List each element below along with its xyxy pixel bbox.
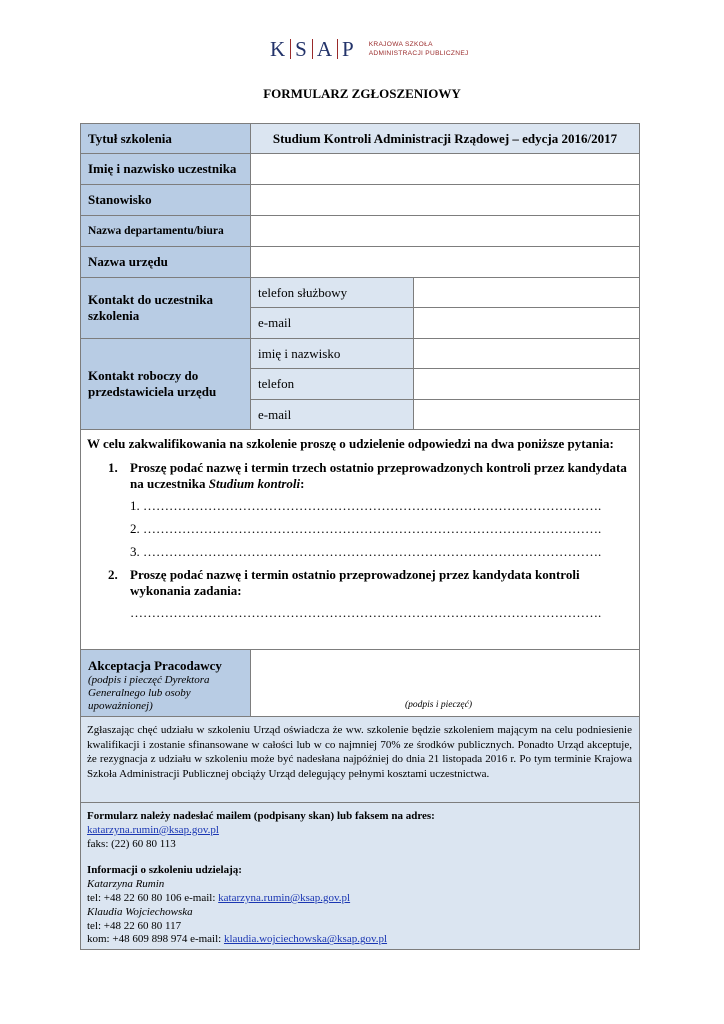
contact-email-label: e-mail xyxy=(250,307,414,339)
person-2-phone: tel: +48 22 60 80 117 xyxy=(87,919,182,932)
rep-name-label: imię i nazwisko xyxy=(250,338,414,369)
contact-phone-field[interactable] xyxy=(413,277,640,308)
info-heading: Informacji o szkoleniu udzielają: xyxy=(87,864,242,877)
rep-phone-field[interactable] xyxy=(413,368,640,400)
logo-subtitle: KRAJOWA SZKOŁA ADMINISTRACJI PUBLICZNEJ xyxy=(368,41,469,57)
office-label: Nazwa urzędu xyxy=(80,246,251,278)
contact-person-2: Klaudia Wojciechowska xyxy=(87,905,193,918)
fax-number: faks: (22) 60 80 113 xyxy=(87,837,176,850)
logo-letter: S xyxy=(295,36,308,61)
logo-letter: P xyxy=(342,36,355,61)
contact-phone-label: telefon służbowy xyxy=(250,277,414,308)
question-1: 1. Proszę podać nazwę i termin trzech ostatnio przeprowadzonych kontroli przez kandydata na uczestnika Studium kontroli: xyxy=(108,460,627,491)
acceptance-note: (podpis i pieczęć Dyrektora Generalnego lub osoby upoważnionej) xyxy=(88,674,210,712)
question-2-number: 2. xyxy=(108,567,118,582)
logo-letters xyxy=(270,37,355,62)
training-title-value: Studium Kontroli Administracji Rządowej – edycja 2016/2017 xyxy=(250,123,640,154)
acceptance-title: Akceptacja Pracodawcy xyxy=(88,658,222,673)
rep-phone-label: telefon xyxy=(250,368,414,400)
contact-email-field[interactable] xyxy=(413,307,640,339)
department-field[interactable] xyxy=(250,215,640,247)
question-1-number: 1. xyxy=(108,460,118,475)
training-title-label: Tytuł szkolenia xyxy=(80,123,251,154)
answer-line-2[interactable]: 2. ……………………………………………………………………………………………. xyxy=(130,521,602,536)
position-field[interactable] xyxy=(250,184,640,216)
office-field[interactable] xyxy=(250,246,640,278)
answer-line-q2[interactable]: ………………………………………………………………………………………………. xyxy=(130,605,602,620)
person-2-mobile: kom: +48 609 898 974 e-mail: xyxy=(87,933,224,946)
send-email-link[interactable]: katarzyna.rumin@ksap.gov.pl xyxy=(87,823,219,836)
logo-letter: A xyxy=(316,36,334,61)
contact-info xyxy=(87,810,632,947)
ksap-logo xyxy=(270,36,469,62)
participant-name-field[interactable] xyxy=(250,153,640,185)
question-2-text: Proszę podać nazwę i termin ostatnio przeprowadzonej przez kandydata kontroli wykonania zadania: xyxy=(130,567,580,598)
form-title: FORMULARZ ZGŁOSZENIOWY xyxy=(263,86,461,101)
logo-letter: K xyxy=(270,36,287,61)
rep-name-field[interactable] xyxy=(413,338,640,369)
participant-contact-label: Kontakt do uczestnika szkolenia xyxy=(80,277,251,339)
answer-line-1[interactable]: 1. ……………………………………………………………………………………………. xyxy=(130,498,602,513)
declaration-text: Zgłaszając chęć udziału w szkoleniu Urząd oświadcza że ww. szkolenie będzie szkoleniem mającym na celu podniesienie kwalifikacji i zostanie sfinansowane w całości lub w co najmniej 70% ze środków publicznych. Ponadto Urząd akceptuje, że rezygnacja z udziału w szkoleniu może być nadesłana najpóźniej do dnia 21 listopada 2016 r. Po tym terminie Krajowa Szkoła Administracji Publicznej obciąży Urząd delegujący pełnymi kosztami uczestnictwa. xyxy=(87,724,632,780)
representative-contact-label: Kontakt roboczy do przedstawiciela urzędu xyxy=(80,338,251,430)
person-1-email-link[interactable]: katarzyna.rumin@ksap.gov.pl xyxy=(218,891,351,904)
signature-caption: (podpis i pieczęć) xyxy=(405,700,473,710)
rep-email-field[interactable] xyxy=(413,399,640,430)
person-1-phone: tel: +48 22 60 80 106 e-mail: xyxy=(87,891,219,904)
rep-email-label: e-mail xyxy=(250,399,414,430)
department-label: Nazwa departamentu/biura xyxy=(80,215,251,247)
send-instructions: Formularz należy nadesłać mailem (podpisany skan) lub faksem na adres: xyxy=(87,810,435,822)
contact-person-1: Katarzyna Rumin xyxy=(87,878,165,891)
person-2-email-link[interactable]: klaudia.wojciechowska@ksap.gov.pl xyxy=(223,933,388,946)
question-1-italic: Studium kontroli xyxy=(208,476,301,491)
questions-intro: W celu zakwalifikowania na szkolenie proszę o udzielenie odpowiedzi na dwa poniższe pytania: xyxy=(87,436,614,451)
employer-acceptance-label xyxy=(80,649,251,717)
question-2 xyxy=(108,567,628,599)
question-1-text: Proszę podać nazwę i termin trzech ostatnio przeprowadzonych kontroli przez kandydata na uczestnika xyxy=(130,460,627,491)
participant-name-label: Imię i nazwisko uczestnika xyxy=(80,153,251,185)
answer-line-3[interactable]: 3. ……………………………………………………………………………………………. xyxy=(130,544,602,559)
position-label: Stanowisko xyxy=(80,184,251,216)
